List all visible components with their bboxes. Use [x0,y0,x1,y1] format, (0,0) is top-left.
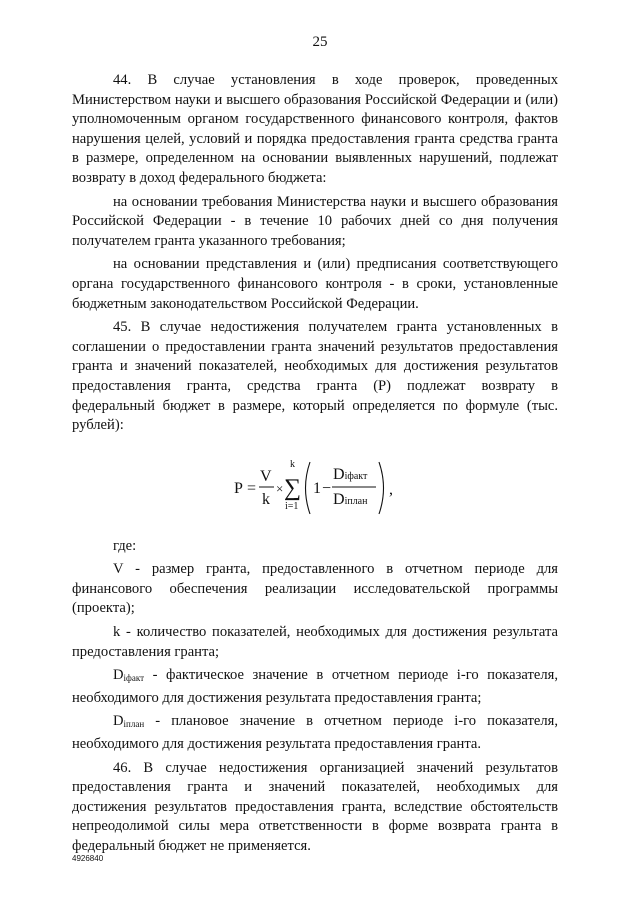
page-number: 25 [312,34,328,50]
paragraph-45-intro: 45. В случае недостижения получателем гранта установленных в соглашении о предоставлении гранта значений результатов предоставления гранта и значений показателей, необходимых для достижения результатов предоставления гранта, средства гранта (Р) подлежат возврату в федеральный бюджет в размере, который определяется по формуле (тыс. рублей): [72,319,558,434]
sum-sign: ∑ [284,474,302,501]
formula-svg [234,453,396,523]
formula-comma: , [389,480,393,498]
formula-denominator-k: k [262,490,270,508]
sum-lower-limit: i=1 [285,500,299,512]
right-paren [379,462,384,514]
document-body [72,71,558,857]
formula-numerator-v: V [260,467,272,485]
formula-lhs: P [234,479,243,497]
definition-d-plan: $D_{iплан}$ - плановое значение в отчетном периоде i-го показателя, необходимого для достижения результата предоставления гранта. [72,713,558,753]
definition-d-fact: $D_{iфакт}$ - фактическое значение в отчетном периоде i-го показателя, необходимого для достижения результата предоставления гранта; [72,667,558,706]
definition-v: V - размер гранта, предоставленного в отчетном периоде для финансового обеспечения реализации исследовательской программы (проекта); [72,561,558,617]
definition-k: k - количество показателей, необходимых для достижения результата предоставления гранта; [72,624,558,660]
sum-upper-limit: k [290,458,295,470]
formula-equals: = [247,479,257,497]
left-paren [306,462,311,514]
document-id: 4926840 [72,854,104,863]
formula-d-plan: Diплан [333,490,368,508]
formula-one: 1 [313,479,321,497]
return-formula [72,453,558,523]
paragraph-44-intro: 44. В случае установления в ходе проверок, проведенных Министерством науки и высшего образования Российской Федерации и (или) уполномоченным органом государственного финансового контроля, фактов нарушения целей, условий и порядка предоставления гранта средства гранта в размере, определенном на основании выявленных нарушений, подлежат возврату в доход федерального бюджета: [72,72,558,186]
paragraph-46: 46. В случае недостижения организацией значений результатов предоставления гранта и значений показателей, необходимых для достижения результатов предоставления гранта, вследствие обстоятельств непреодолимой силы мера ответственности в форме возврата гранта в федеральный бюджет не применяется. [72,759,558,854]
formula-minus: − [322,479,332,497]
where-label: где: [113,537,137,554]
formula-d-fact: Diфакт [333,465,368,483]
paragraph-44-item-2: на основании представления и (или) предписания соответствующего органа государственного финансового контроля - в сроки, установленные бюджетным законодательством Российской Федерации. [72,256,558,312]
paragraph-44-item-1: на основании требования Министерства науки и высшего образования Российской Федерации - в течение 10 рабочих дней со дня получения получателем гранта указанного требования; [72,193,558,249]
formula-times: × [276,480,284,496]
